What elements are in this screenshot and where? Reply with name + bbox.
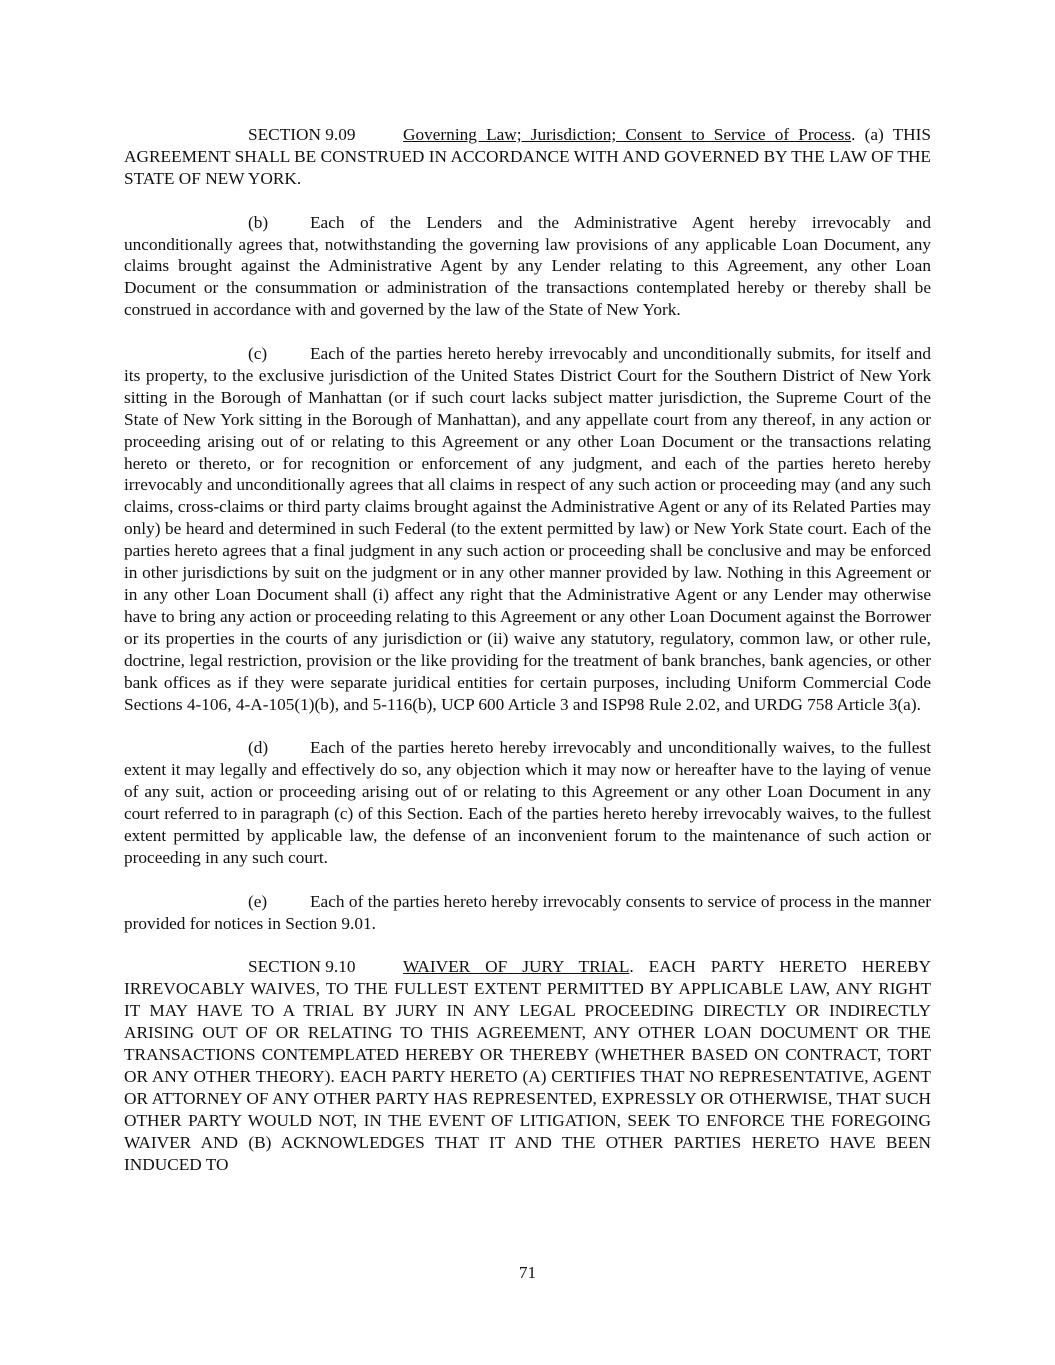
subsection-b-label: (b)	[248, 212, 269, 232]
document-page	[124, 124, 931, 1175]
section-9-09-paragraph	[124, 124, 931, 190]
paragraph-gap	[124, 715, 931, 737]
section-9-09-paragraph-b	[124, 212, 931, 322]
section-9-10-text: . EACH PARTY HERETO HEREBY IRREVOCABLY WAIVES, TO THE FULLEST EXTENT PERMITTED BY APPLICABLE LAW, ANY RIGHT IT MAY HAVE TO A TRIAL BY JURY IN ANY LEGAL PROCEEDING DIRECTLY OR INDIRECTLY ARISING OUT OF OR RELATING TO THIS AGREEMENT, ANY OTHER LOAN DOCUMENT OR THE TRANSACTIONS CONTEMPLATED HEREBY OR THEREBY (WHETHER BASED ON CONTRACT, TORT OR ANY OTHER THEORY). EACH PARTY HERETO (A) CERTIFIES THAT NO REPRESENTATIVE, AGENT OR ATTORNEY OF ANY OTHER PARTY HAS REPRESENTED, EXPRESSLY OR OTHERWISE, THAT SUCH OTHER PARTY WOULD NOT, IN THE EVENT OF LITIGATION, SEEK TO ENFORCE THE FOREGOING WAIVER AND (B) ACKNOWLEDGES THAT IT AND THE OTHER PARTIES HERETO HAVE BEEN INDUCED TO	[124, 957, 932, 1174]
section-9-10-paragraph	[124, 956, 931, 1175]
subsection-e-text: Each of the parties hereto hereby irrevocably consents to service of process in the manner provided for notices in Section 9.01.	[124, 891, 931, 933]
section-9-10-heading: WAIVER OF JURY TRIAL	[403, 957, 630, 977]
section-9-09-number: SECTION 9.09	[248, 125, 356, 144]
paragraph-gap	[124, 190, 931, 212]
section-9-09-paragraph-c	[124, 343, 931, 715]
paragraph-gap	[124, 869, 931, 891]
section-9-09-paragraph-d	[124, 737, 931, 868]
subsection-c-label: (c)	[248, 344, 268, 364]
subsection-d-label: (d)	[248, 738, 269, 758]
section-9-09-text-a: . (a) THIS AGREEMENT SHALL BE CONSTRUED IN ACCORDANCE WITH AND GOVERNED BY THE LAW OF THE STATE OF NEW YORK.	[124, 125, 932, 188]
subsection-c-text: Each of the parties hereto hereby irrevocably and unconditionally submits, for itself and its property, to the exclusive jurisdiction of the United States District Court for the Southern District of New York sitting in the Borough of Manhattan (or if such court lacks subject matter jurisdiction, the Supreme Court of the State of New York sitting in the Borough of Manhattan), and any appellate court from any thereof, in any action or proceeding arising out of or relating to this Agreement or any other Loan Document or the transactions relating hereto or thereto, or for recognition or enforcement of any judgment, and each of the parties hereto hereby irrevocably and unconditionally agrees that all claims in respect of any such action or proceeding may (and any such claims, cross-claims or third party claims brought against the Administrative Agent or any of its Related Parties may only) be heard and determined in such Federal (to the extent permitted by law) or New York State court. Each of the parties hereto agrees that a final judgment in any such action or proceeding shall be conclusive and may be enforced in other jurisdictions by suit on the judgment or in any other manner provided by law. Nothing in this Agreement or in any other Loan Document shall (i) affect any right that the Administrative Agent or any Lender may otherwise have to bring any action or proceeding relating to this Agreement or any other Loan Document against the Borrower or its properties in the courts of any jurisdiction or (ii) waive any statutory, regulatory, common law, or other rule, doctrine, legal restriction, provision or the like providing for the treatment of bank branches, bank agencies, or other bank offices as if they were separate juridical entities for certain purposes, including Uniform Commercial Code Sections 4-106, 4-A-105(1)(b), and 5-116(b), UCP 600 Article 3 and ISP98 Rule 2.02, and URDG 758 Article 3(a).	[124, 344, 931, 714]
subsection-e-label: (e)	[248, 891, 268, 911]
paragraph-gap	[124, 321, 931, 343]
paragraph-gap	[124, 934, 931, 956]
section-9-10-number: SECTION 9.10	[248, 957, 356, 977]
section-9-09-heading: Governing Law; Jurisdiction; Consent to Service of Process	[403, 125, 852, 144]
section-9-09-paragraph-e	[124, 891, 931, 935]
subsection-d-text: Each of the parties hereto hereby irrevocably and unconditionally waives, to the fullest extent it may legally and effectively do so, any objection which it may now or hereafter have to the laying of venue of any suit, action or proceeding arising out of or relating to this Agreement or any other Loan Document in any court referred to in paragraph (c) of this Section. Each of the parties hereto hereby irrevocably waives, to the fullest extent permitted by applicable law, the defense of an inconvenient forum to the maintenance of such action or proceeding in any such court.	[124, 738, 931, 867]
subsection-b-text: Each of the Lenders and the Administrative Agent hereby irrevocably and unconditionally agrees that, notwithstanding the governing law provisions of any applicable Loan Document, any claims brought against the Administrative Agent by any Lender relating to this Agreement, any other Loan Document or the consummation or administration of the transactions contemplated hereby or thereby shall be construed in accordance with and governed by the law of the State of New York.	[124, 212, 931, 320]
page-number: 71	[518, 1263, 537, 1282]
